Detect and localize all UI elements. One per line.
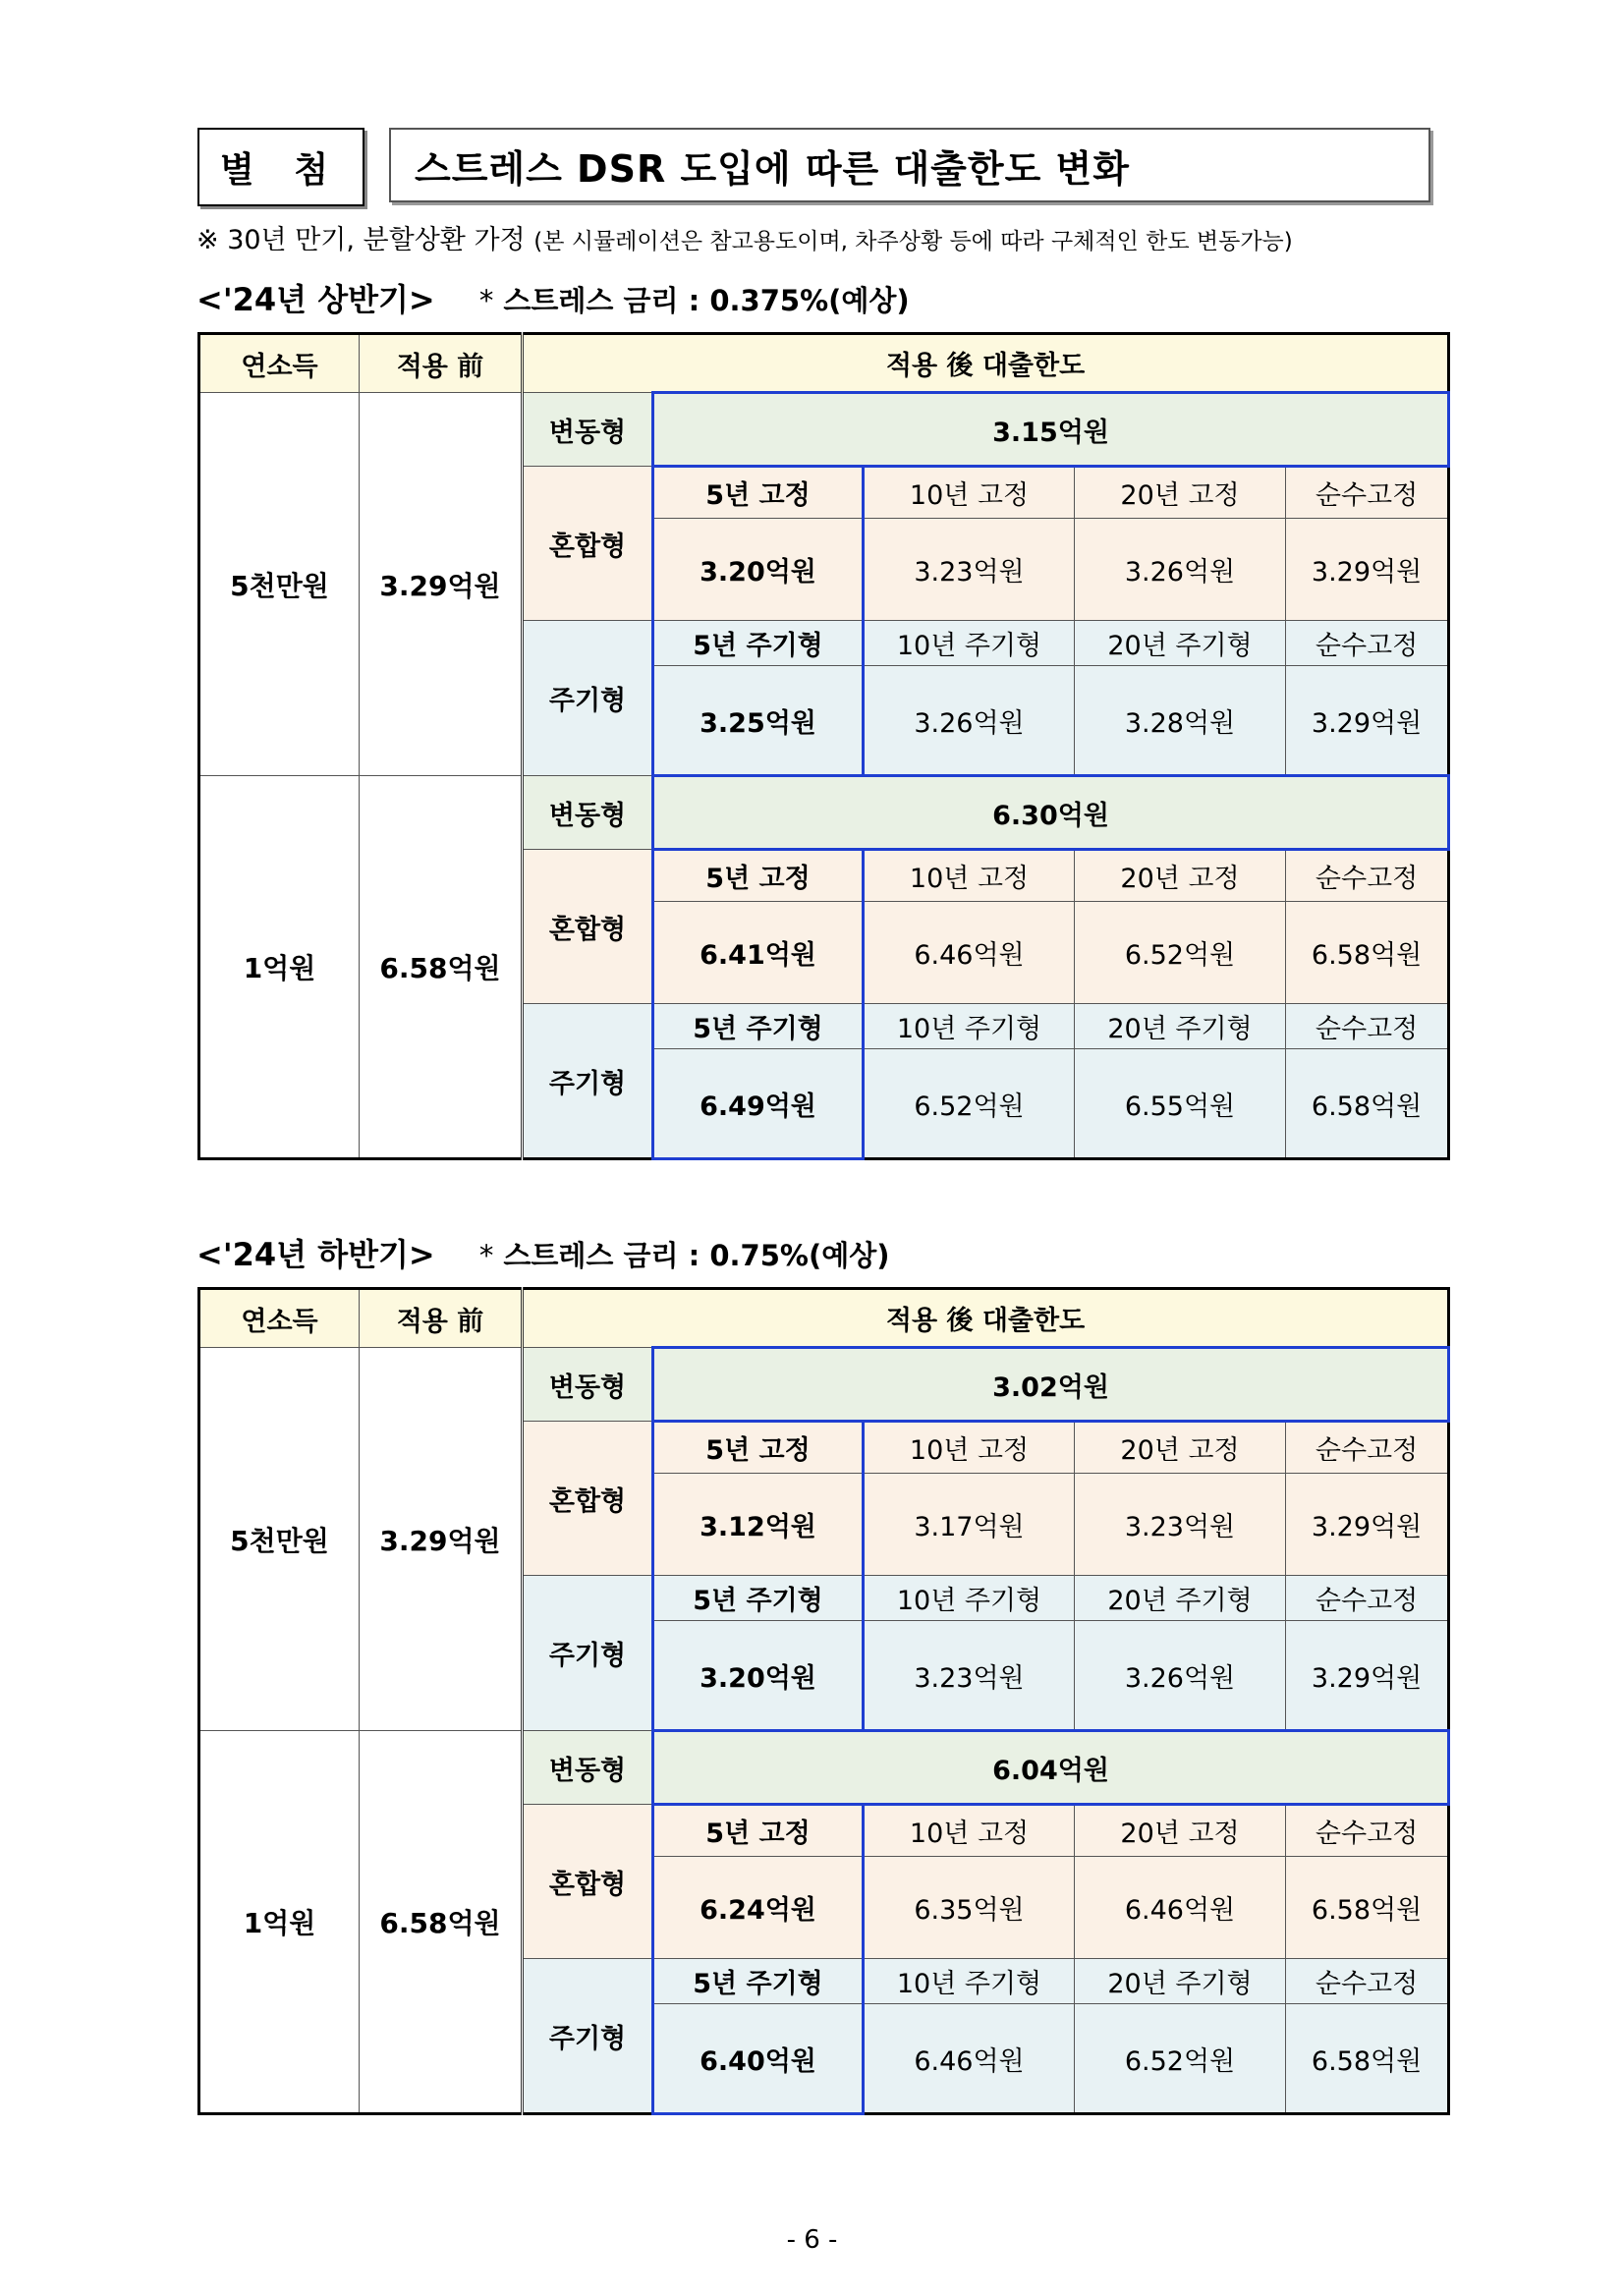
periodic-term-header: 5년 주기형 <box>653 1576 864 1621</box>
mixed-limit-cell: 3.29억원 <box>1286 519 1449 621</box>
mixed-limit-cell: 6.24억원 <box>653 1857 864 1959</box>
mixed-term-header: 20년 고정 <box>1075 467 1286 519</box>
periodic-term-header: 5년 주기형 <box>653 1004 864 1049</box>
table-row-variable <box>199 1731 1449 1805</box>
type-variable: 변동형 <box>523 776 653 850</box>
type-periodic: 주기형 <box>523 1576 653 1731</box>
periodic-term-header: 20년 주기형 <box>1075 621 1286 666</box>
periodic-term-header: 20년 주기형 <box>1075 1004 1286 1049</box>
periodic-limit-cell: 3.28억원 <box>1075 666 1286 776</box>
mixed-limit-cell: 3.20억원 <box>653 519 864 621</box>
mixed-limit-cell: 6.58억원 <box>1286 1857 1449 1959</box>
before-limit-cell: 6.58억원 <box>360 1731 523 2114</box>
type-variable: 변동형 <box>523 393 653 467</box>
header-income: 연소득 <box>199 1289 360 1348</box>
periodic-term-header: 순수고정 <box>1286 621 1449 666</box>
stress-rate <box>479 1239 890 1272</box>
assumption-note <box>196 218 1293 256</box>
mixed-term-header: 10년 고정 <box>864 467 1075 519</box>
mixed-term-header: 순수고정 <box>1286 467 1449 519</box>
periodic-limit-cell: 6.46억원 <box>864 2004 1075 2114</box>
periodic-term-header: 10년 주기형 <box>864 1959 1075 2004</box>
periodic-limit-cell: 3.25억원 <box>653 666 864 776</box>
period-title: <'24년 하반기> <box>196 1236 435 1273</box>
type-periodic: 주기형 <box>523 621 653 776</box>
mixed-term-header: 5년 고정 <box>653 1422 864 1474</box>
periodic-limit-cell: 6.52억원 <box>864 1049 1075 1159</box>
income-cell: 1억원 <box>199 1731 360 2114</box>
type-mixed: 혼합형 <box>523 850 653 1004</box>
table-row-variable <box>199 393 1449 467</box>
mixed-limit-cell: 6.41억원 <box>653 902 864 1004</box>
mixed-term-header: 10년 고정 <box>864 1422 1075 1474</box>
note-detail: (본 시뮬레이션은 참고용도이며, 차주상황 등에 따라 구체적인 한도 변동가능) <box>533 229 1293 254</box>
periodic-limit-cell: 3.23억원 <box>864 1621 1075 1731</box>
mixed-term-header: 20년 고정 <box>1075 850 1286 902</box>
header-before: 적용 前 <box>360 1289 523 1348</box>
periodic-limit-cell: 6.52억원 <box>1075 2004 1286 2114</box>
periodic-term-header: 5년 주기형 <box>653 1959 864 2004</box>
periodic-term-header: 10년 주기형 <box>864 1004 1075 1049</box>
period-heading <box>196 275 910 320</box>
periodic-limit-cell: 3.29억원 <box>1286 1621 1449 1731</box>
variable-limit-cell: 3.15억원 <box>653 393 1449 467</box>
variable-limit-cell: 3.02억원 <box>653 1348 1449 1422</box>
type-periodic: 주기형 <box>523 1004 653 1159</box>
periodic-limit-cell: 3.26억원 <box>1075 1621 1286 1731</box>
note-main: ※ 30년 만기, 분할상환 가정 <box>196 225 526 255</box>
type-mixed: 혼합형 <box>523 1422 653 1576</box>
mixed-term-header: 5년 고정 <box>653 467 864 519</box>
periodic-term-header: 5년 주기형 <box>653 621 864 666</box>
variable-limit-cell: 6.04억원 <box>653 1731 1449 1805</box>
periodic-limit-cell: 6.58억원 <box>1286 1049 1449 1159</box>
mixed-limit-cell: 3.17억원 <box>864 1474 1075 1576</box>
before-limit-cell: 6.58억원 <box>360 776 523 1159</box>
mixed-term-header: 10년 고정 <box>864 850 1075 902</box>
mixed-limit-cell: 3.23억원 <box>864 519 1075 621</box>
type-mixed: 혼합형 <box>523 1805 653 1959</box>
mixed-limit-cell: 6.52억원 <box>1075 902 1286 1004</box>
before-limit-cell: 3.29억원 <box>360 393 523 776</box>
variable-limit-cell: 6.30억원 <box>653 776 1449 850</box>
mixed-term-header: 순수고정 <box>1286 1805 1449 1857</box>
periodic-limit-cell: 3.20억원 <box>653 1621 864 1731</box>
period-heading <box>196 1230 890 1275</box>
rate-star: * <box>478 1239 494 1272</box>
loan-limit-table <box>197 1287 1450 2115</box>
mixed-term-header: 5년 고정 <box>653 1805 864 1857</box>
periodic-limit-cell: 3.26억원 <box>864 666 1075 776</box>
table-header-row <box>199 1289 1449 1348</box>
mixed-term-header: 10년 고정 <box>864 1805 1075 1857</box>
mixed-limit-cell: 3.23억원 <box>1075 1474 1286 1576</box>
income-cell: 1억원 <box>199 776 360 1159</box>
mixed-limit-cell: 6.46억원 <box>864 902 1075 1004</box>
rate-text: 스트레스 금리 : 0.375%(예상) <box>503 284 910 317</box>
period-title: <'24년 상반기> <box>196 281 435 318</box>
header-after: 적용 後 대출한도 <box>523 1289 1449 1348</box>
periodic-limit-cell: 6.55억원 <box>1075 1049 1286 1159</box>
mixed-limit-cell: 3.26억원 <box>1075 519 1286 621</box>
table-row-variable <box>199 1348 1449 1422</box>
type-mixed: 혼합형 <box>523 467 653 621</box>
periodic-term-header: 20년 주기형 <box>1075 1959 1286 2004</box>
mixed-limit-cell: 3.12억원 <box>653 1474 864 1576</box>
periodic-limit-cell: 3.29억원 <box>1286 666 1449 776</box>
periodic-term-header: 10년 주기형 <box>864 621 1075 666</box>
stress-rate <box>479 284 910 317</box>
periodic-limit-cell: 6.40억원 <box>653 2004 864 2114</box>
header-before: 적용 前 <box>360 334 523 393</box>
periodic-term-header: 순수고정 <box>1286 1576 1449 1621</box>
table-row-variable <box>199 776 1449 850</box>
periodic-term-header: 순수고정 <box>1286 1959 1449 2004</box>
mixed-term-header: 20년 고정 <box>1075 1422 1286 1474</box>
page-title: 스트레스 DSR 도입에 따른 대출한도 변화 <box>389 128 1430 202</box>
income-cell: 5천만원 <box>199 393 360 776</box>
type-variable: 변동형 <box>523 1348 653 1422</box>
periodic-term-header: 10년 주기형 <box>864 1576 1075 1621</box>
attachment-label: 별 첨 <box>197 128 364 206</box>
mixed-term-header: 20년 고정 <box>1075 1805 1286 1857</box>
page-number: - 6 - <box>786 2225 838 2255</box>
mixed-limit-cell: 6.58억원 <box>1286 902 1449 1004</box>
periodic-term-header: 20년 주기형 <box>1075 1576 1286 1621</box>
periodic-term-header: 순수고정 <box>1286 1004 1449 1049</box>
rate-star: * <box>478 284 494 317</box>
mixed-term-header: 순수고정 <box>1286 1422 1449 1474</box>
mixed-limit-cell: 6.35억원 <box>864 1857 1075 1959</box>
mixed-limit-cell: 3.29억원 <box>1286 1474 1449 1576</box>
type-periodic: 주기형 <box>523 1959 653 2114</box>
periodic-limit-cell: 6.49억원 <box>653 1049 864 1159</box>
table-header-row <box>199 334 1449 393</box>
mixed-term-header: 순수고정 <box>1286 850 1449 902</box>
loan-limit-table <box>197 332 1450 1160</box>
mixed-limit-cell: 6.46억원 <box>1075 1857 1286 1959</box>
header-after: 적용 後 대출한도 <box>523 334 1449 393</box>
type-variable: 변동형 <box>523 1731 653 1805</box>
header-income: 연소득 <box>199 334 360 393</box>
mixed-term-header: 5년 고정 <box>653 850 864 902</box>
income-cell: 5천만원 <box>199 1348 360 1731</box>
periodic-limit-cell: 6.58억원 <box>1286 2004 1449 2114</box>
rate-text: 스트레스 금리 : 0.75%(예상) <box>503 1239 890 1272</box>
before-limit-cell: 3.29억원 <box>360 1348 523 1731</box>
